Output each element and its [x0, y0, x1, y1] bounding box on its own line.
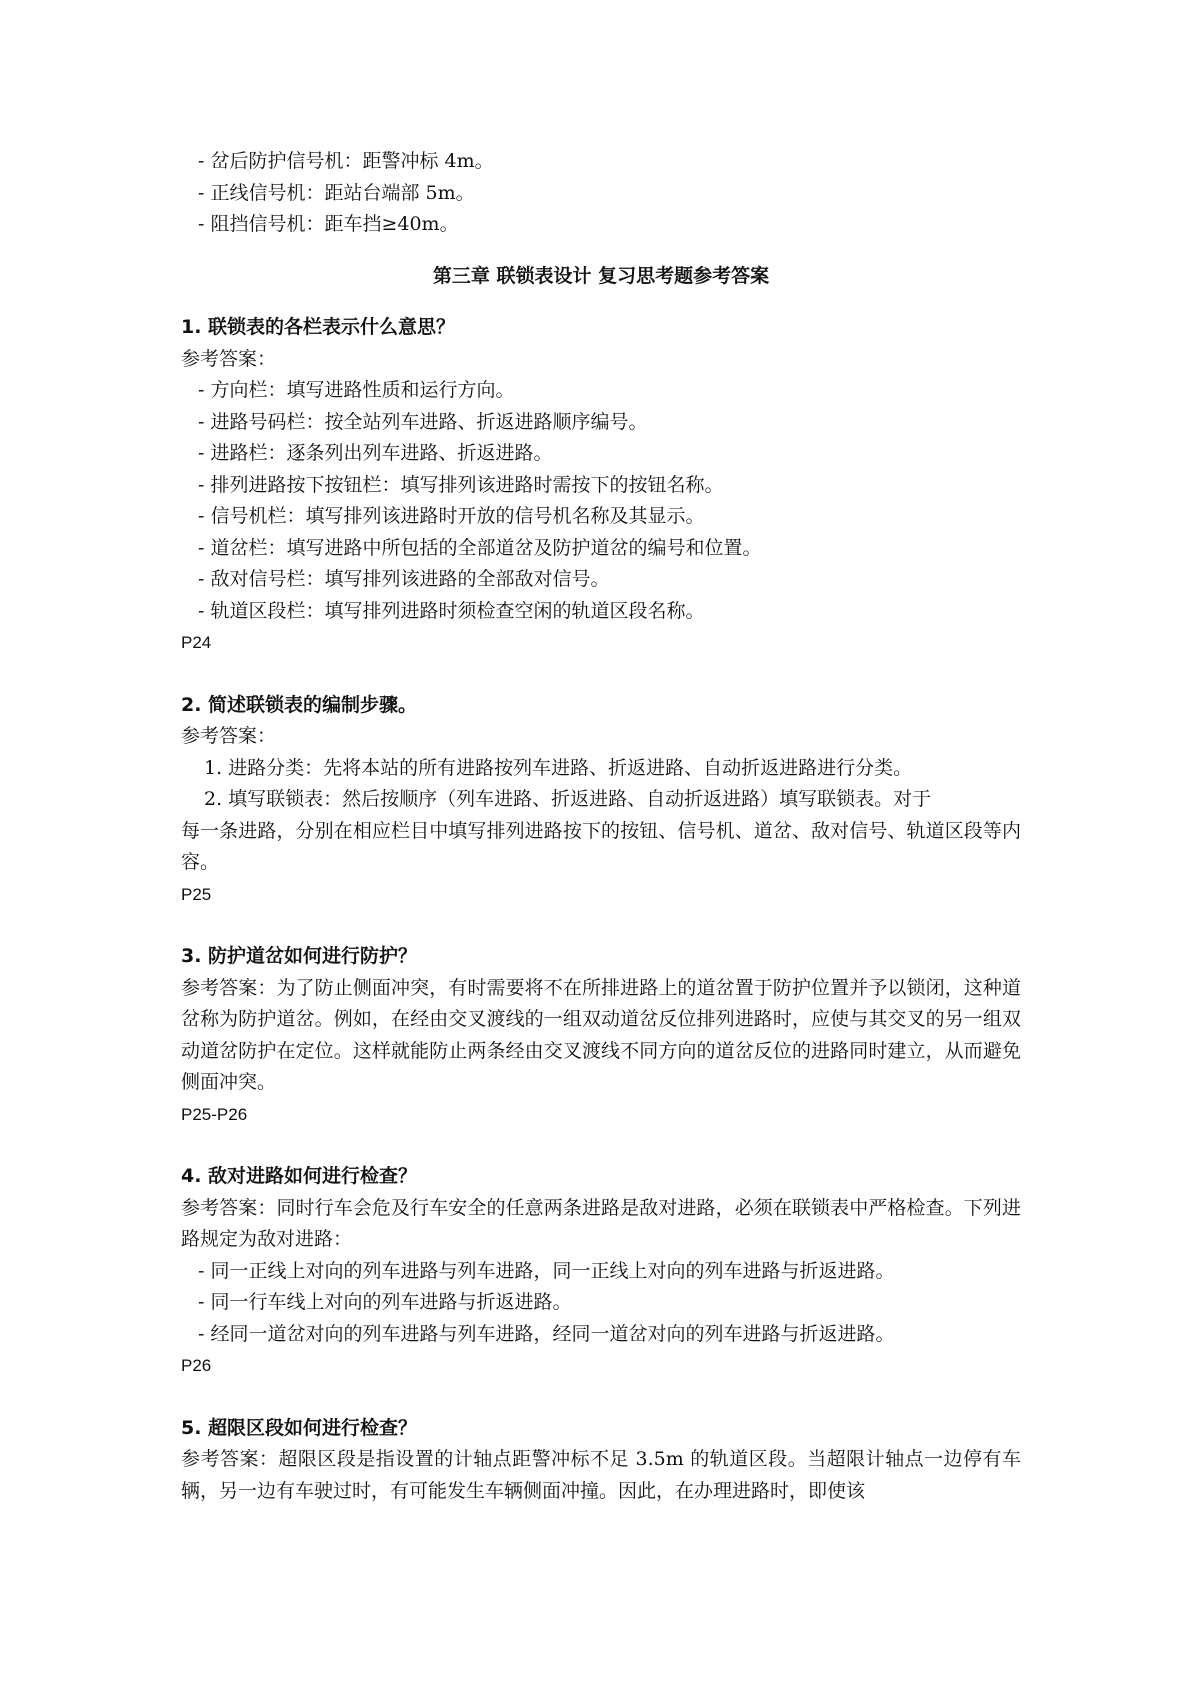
q1-item: - 道岔栏：填写进路中所包括的全部道岔及防护道岔的编号和位置。 — [198, 536, 762, 559]
question-4-title: 4. 敌对进路如何进行检查？ — [181, 1165, 418, 1187]
question-3-title: 3. 防护道岔如何进行防护？ — [181, 945, 418, 967]
q2-step-1: 1. 进路分类：先将本站的所有进路按列车进路、折返进路、自动折返进路进行分类。 — [204, 756, 913, 779]
intro-line: - 岔后防护信号机：距警冲标 4m。 — [198, 150, 494, 172]
page-reference: P25 — [181, 884, 212, 904]
q1-item: - 排列进路按下按钮栏：填写排列该进路时需按下的按钮名称。 — [198, 473, 724, 496]
chapter-title: 第三章 联锁表设计 复习思考题参考答案 — [432, 264, 770, 287]
intro-line: - 阻挡信号机：距车挡≥40m。 — [198, 213, 459, 235]
page-reference: P24 — [181, 633, 212, 652]
answer-label: 参考答案： — [181, 347, 277, 370]
q3-answer: 参考答案：为了防止侧面冲突，有时需要将不在所排进路上的道岔置于防护位置并予以锁闭，这种道岔称为防护道岔。例如，在经由交叉渡线的一组双动道岔反位排列进路时，应使与其交叉的另一组双动道岔防护在定位。这样就能防止两条经由交叉渡线不同方向的道岔反位的进路同时建立，从而避免侧面冲突。 — [181, 976, 1021, 1093]
q1-item: - 方向栏：填写进路性质和运行方向。 — [198, 379, 515, 401]
page-reference: P25-P26 — [181, 1104, 248, 1124]
q1-item: - 进路号码栏：按全站列车进路、折返进路顺序编号。 — [198, 410, 648, 433]
question-2-title: 2. 简述联锁表的编制步骤。 — [181, 693, 418, 716]
page-reference: P26 — [181, 1356, 212, 1375]
document-body — [181, 146, 1021, 1507]
intro-line: - 正线信号机：距站台端部 5m。 — [198, 181, 475, 204]
q4-item: - 同一行车线上对向的列车进路与折返进路。 — [198, 1291, 572, 1313]
q1-item: - 敌对信号栏：填写排列该进路的全部敌对信号。 — [198, 568, 610, 590]
q2-step-2-continued: 每一条进路，分别在相应栏目中填写排列进路按下的按钮、信号机、道岔、敌对信号、轨道区段等内容。 — [181, 819, 1021, 873]
q1-item: - 信号机栏：填写排列该进路时开放的信号机名称及其显示。 — [198, 505, 705, 527]
question-1-title: 1. 联锁表的各栏表示什么意思？ — [181, 316, 456, 338]
answer-label: 参考答案： — [181, 725, 277, 747]
q2-step-2: 2. 填写联锁表：然后按顺序（列车进路、折返进路、自动折返进路）填写联锁表。对于 — [204, 788, 932, 810]
q1-item: - 轨道区段栏：填写排列进路时须检查空闲的轨道区段名称。 — [198, 599, 705, 622]
q1-item: - 进路栏：逐条列出列车进路、折返进路。 — [198, 442, 553, 464]
q5-answer: 参考答案：超限区段是指设置的计轴点距警冲标不足 3.5m 的轨道区段。当超限计轴点一边停有车辆，另一边有车驶过时，有可能发生车辆侧面冲撞。因此，在办理进路时，即使该 — [181, 1448, 1021, 1502]
question-5-title: 5. 超限区段如何进行检查？ — [181, 1416, 418, 1439]
q4-item: - 经同一道岔对向的列车进路与列车进路，经同一道岔对向的列车进路与折返进路。 — [198, 1322, 895, 1345]
q4-answer: 参考答案：同时行车会危及行车安全的任意两条进路是敌对进路，必须在联锁表中严格检查。下列进路规定为敌对进路： — [181, 1196, 1021, 1250]
q4-item: - 同一正线上对向的列车进路与列车进路，同一正线上对向的列车进路与折返进路。 — [198, 1259, 895, 1282]
